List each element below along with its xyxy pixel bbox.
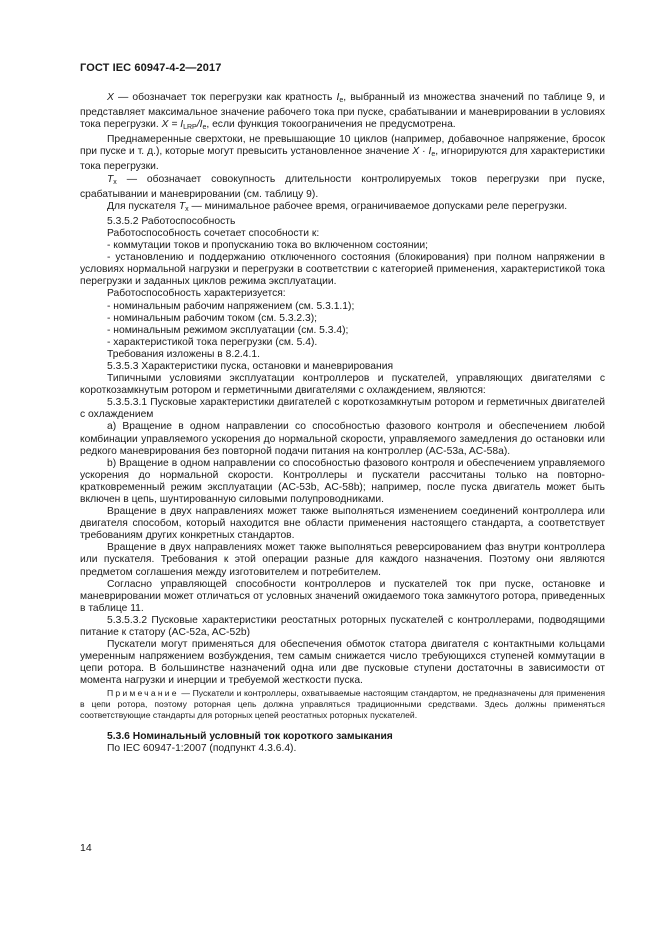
paragraph-tx-definition: $T_x$ — обозначает совокупность длительности контролируемых токов перегрузки при пуске, срабатывании и маневрировании (см. таблицу 9). bbox=[80, 173, 605, 200]
note-text: — Пускатели и контроллеры, охватываемые настоящим стандартом, не предназначены для применения в цепи ротора, поэтому роторная цепь должна управляться традиционными средствами. Здесь должны применяться соответствующие стандарты для роторных цепей реостатных роторных пускателей. bbox=[80, 687, 605, 720]
list-item: - коммутации токов и пропусканию тока во включенном состоянии; bbox=[107, 240, 428, 252]
page-number: 14 bbox=[80, 842, 92, 854]
paragraph-requirements: Требования изложены в 8.2.4.1. bbox=[107, 348, 260, 360]
note-label: Примечание bbox=[107, 687, 179, 698]
list-item: - номинальным режимом эксплуатации (см. 5.3.4); bbox=[107, 324, 349, 336]
paragraph-item-b: b) Вращение в одном направлении со способностью фазового контроля и обеспечением управляемого ускорения до нормальной скорости. Контроллеры и пускатели рассчитаны только на повторно-кратковременный режим эксплуатации (AC-53b, AC-58b); например, после пуска двигатель может быть включен в цепь, шунтированную силовыми полупроводниками. bbox=[80, 457, 605, 505]
paragraph-x-definition: X — обозначает ток перегрузки как кратность $I_e$, выбранный из множества значений по таблице 9, и представляет максимальное значение рабочего тока при пуске, срабатывании и маневрировании в условиях тока перегрузки. $X = I_{LRP}/I_e$, если функция токоограничения не предусмотрена. bbox=[80, 92, 606, 132]
section-5-3-5-3-2-heading: 5.3.5.3.2 Пусковые характеристики реостатных роторных пускателей с контроллерами, подводящими питание к статору (AC-52a, AC-52b) bbox=[80, 614, 605, 639]
paragraph-typical-conditions: Типичными условиями эксплуатации контроллеров и пускателей, управляющих двигателями с короткозамкнутым ротором и герметичными двигателями с охлаждением, являются: bbox=[80, 373, 605, 397]
paragraph-capability: Работоспособность сочетает способности к: bbox=[107, 227, 320, 239]
list-item: - установлению и поддержанию отключенного состояния (блокирования) при полном напряжении в условиях нормальной нагрузки и перегрузки в соответствии с категорией применения, характеристикой тока перегрузки и заданных циклов режима эксплуатации. bbox=[80, 252, 605, 288]
paragraph-control-capability: Согласно управляющей способности контроллеров и пускателей ток при пуске, остановке и маневрировании может отличаться от условных значений ожидаемого тока замкнутого ротора, приведенных в таблице 11. bbox=[80, 578, 605, 614]
list-item: - номинальным рабочим напряжением (см. 5.3.1.1); bbox=[107, 300, 355, 312]
list-item: - характеристикой тока перегрузки (см. 5.4). bbox=[107, 336, 318, 348]
section-5-3-5-3-1-heading: 5.3.5.3.1 Пусковые характеристики двигателей с короткозамкнутым ротором и герметичных двигателей с охлаждением bbox=[80, 397, 605, 421]
paragraph-reference: По IEC 60947-1:2007 (подпункт 4.3.6.4). bbox=[107, 742, 297, 754]
paragraph-overcurrents: Преднамеренные сверхтоки, не превышающие 10 циклов (например, добавочное напряжение, бросок при пуске и т. д.), которые могут превысить установленное значение $X \cdot I_e$, игнорируются для характеристики тока перегрузки. bbox=[80, 134, 605, 173]
section-5-3-5-2-heading: 5.3.5.2 Работоспособность bbox=[107, 215, 236, 227]
characteristics-list bbox=[80, 301, 605, 349]
note bbox=[80, 688, 605, 721]
section-5-3-6-heading: 5.3.6 Номинальный условный ток короткого замыкания bbox=[107, 730, 393, 742]
paragraph-characterized: Работоспособность характеризуется: bbox=[107, 288, 286, 300]
standard-header: ГОСТ IEC 60947-4-2—2017 bbox=[80, 62, 222, 74]
section-5-3-5-3-heading: 5.3.5.3 Характеристики пуска, остановки и маневрирования bbox=[107, 360, 394, 372]
paragraph-two-directions-2: Вращение в двух направлениях может также выполняться реверсированием фаз внутри контроллера или пускателя. Требования к этой операции разные для каждого назначения. Поэтому они являются предметом соглашения между изготовителем и потребителем. bbox=[80, 542, 605, 578]
list-item: - номинальным рабочим током (см. 5.3.2.3); bbox=[107, 312, 318, 324]
body-text bbox=[80, 92, 605, 755]
paragraph-item-a: а) Вращение в одном направлении со способностью фазового контроля и обеспечением любой комбинации управляемого ускорения до нормальной скорости, управляемого замедления до остановки или редкого маневрирования без повторной подачи питания на контроллер (AC-53a, AC-58a). bbox=[80, 421, 605, 457]
paragraph-rotor-starters: Пускатели могут применяться для обеспечения обмоток статора двигателя с контактными кольцами умеренным напряжением возбуждения, тем самым снижается число требующихся ступеней коммутации в цепи ротора. В большинстве назначений одна или две пусковые ступени достаточны в зависимости от момента нагрузки и инерции и требуемой жесткости пуска. bbox=[80, 639, 605, 687]
paragraph-starter-tx: Для пускателя $T_x$ — минимальное рабочее время, ограничиваемое допусками реле перегрузки. bbox=[107, 200, 568, 213]
paragraph-two-directions-1: Вращение в двух направлениях может также выполняться изменением соединений контроллера или двигателя способом, который находится вне области применения настоящего стандарта, а соответствует требованиям других конкретных стандартов. bbox=[80, 506, 605, 542]
capability-list bbox=[80, 240, 605, 288]
